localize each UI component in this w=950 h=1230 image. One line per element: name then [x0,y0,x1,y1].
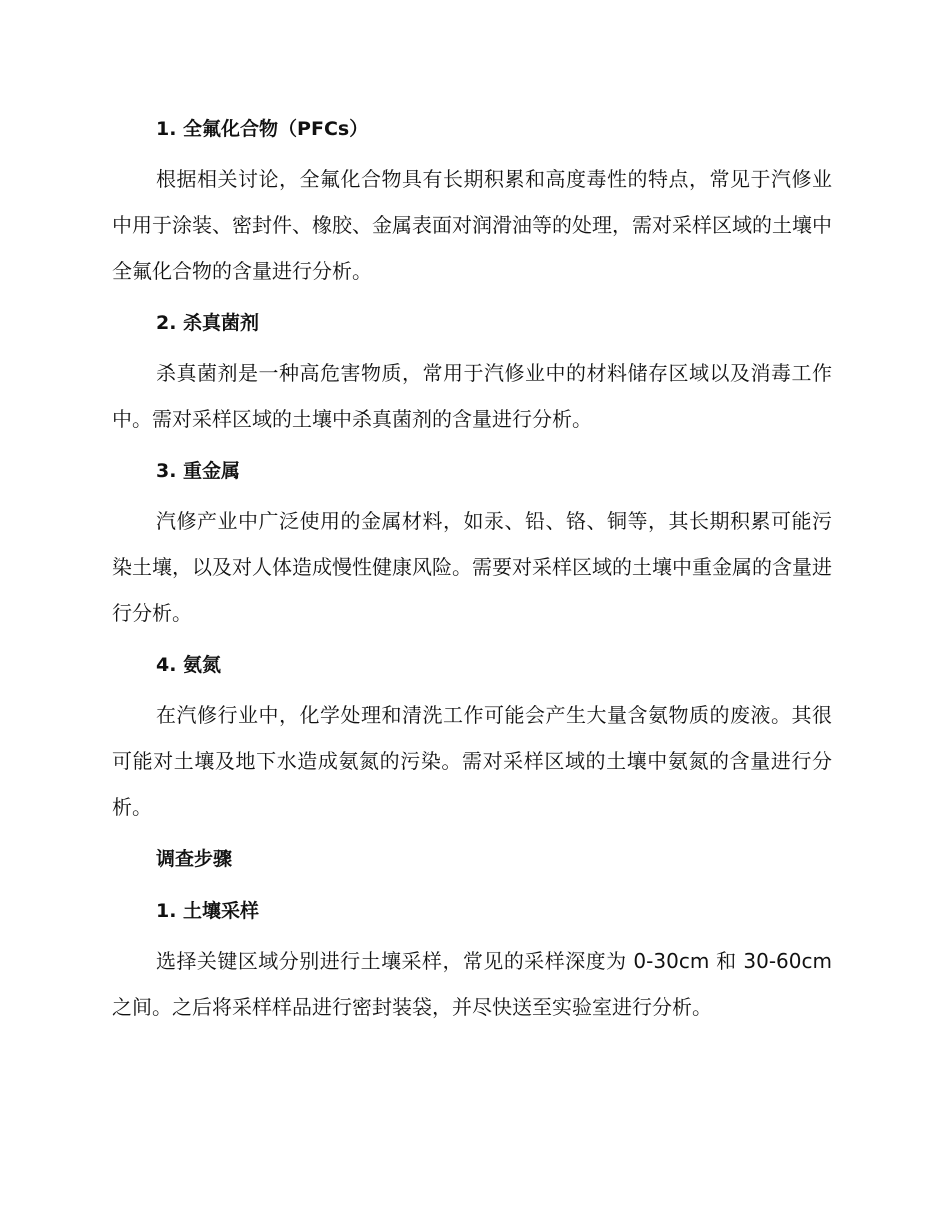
section-heading-soil-sampling: 1. 土壤采样 [156,900,260,922]
section-text-soil-sampling: 选择关键区域分别进行土壤采样，常见的采样深度为 0-30cm 和 30-60cm 之间。之后将采样样品进行密封装袋，并尽快送至实验室进行分析。 [112,949,832,1019]
section-heading-survey-steps: 调查步骤 [156,848,233,870]
document-page [112,100,832,1034]
section-heading-pfcs: 1. 全氟化合物（PFCs） [156,118,369,140]
section-text-fungicide: 杀真菌剂是一种高危害物质，常用于汽修业中的材料储存区域以及消毒工作中。需对采样区域的土壤中杀真菌剂的含量进行分析。 [112,361,832,431]
section-heading-fungicide: 2. 杀真菌剂 [156,312,260,334]
section-heading-heavy-metals: 3. 重金属 [156,460,241,482]
section-heading-ammonia: 4. 氨氮 [156,654,222,676]
section-text-pfcs: 根据相关讨论，全氟化合物具有长期积累和高度毒性的特点，常见于汽修业中用于涂装、密封件、橡胶、金属表面对润滑油等的处理，需对采样区域的土壤中全氟化合物的含量进行分析。 [112,167,832,283]
section-text-ammonia: 在汽修行业中，化学处理和清洗工作可能会产生大量含氨物质的废液。其很可能对土壤及地下水造成氨氮的污染。需对采样区域的土壤中氨氮的含量进行分析。 [112,703,832,819]
section-text-heavy-metals: 汽修产业中广泛使用的金属材料，如汞、铅、铬、铜等，其长期积累可能污染土壤，以及对人体造成慢性健康风险。需要对采样区域的土壤中重金属的含量进行分析。 [112,509,832,625]
